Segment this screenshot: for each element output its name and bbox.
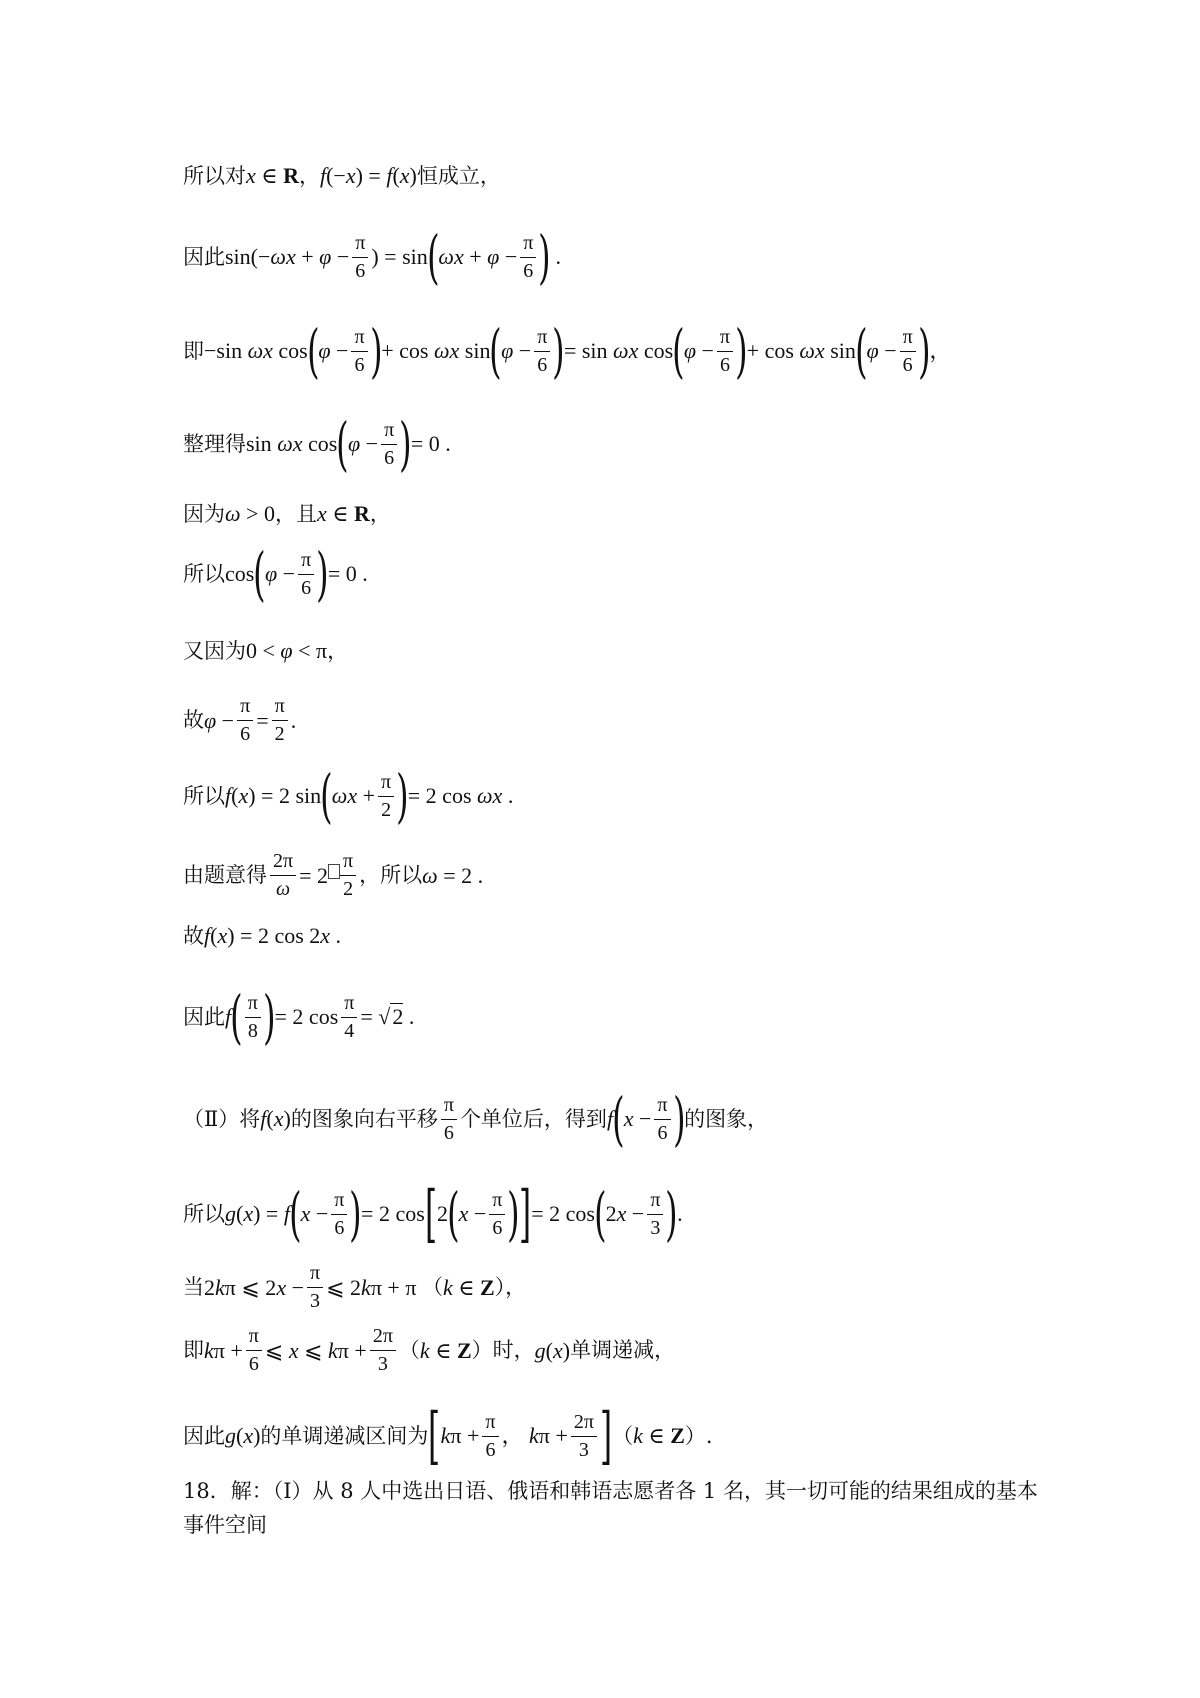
math: x − <box>623 1106 652 1132</box>
text: 由题意得 <box>183 863 267 888</box>
math: φ − <box>683 338 714 364</box>
bracket: ] <box>599 1399 613 1472</box>
math: x ∈ R <box>316 501 370 526</box>
fraction: $\frac{\pi}{6}$ <box>900 326 916 377</box>
fraction: $\frac{\pi}{6}$ <box>246 1325 262 1376</box>
text: ， <box>369 501 391 526</box>
fraction: $\frac{\pi}{6}$ <box>654 1094 670 1145</box>
math: g(x) = f <box>225 1201 290 1227</box>
math: φ − <box>204 707 235 733</box>
math: ωx + <box>331 783 376 809</box>
paren: ( <box>854 317 868 385</box>
fraction: $\frac{\pi}{6}$ <box>381 419 397 470</box>
math: k ∈ Z <box>442 1274 495 1300</box>
math: 2x − <box>605 1201 645 1227</box>
fraction: $\frac{\pi}{2}$ <box>272 695 288 746</box>
fraction: $\frac{2\pi}{\omega}$ <box>270 850 296 901</box>
text: 的图象， <box>684 1106 769 1131</box>
math: = √2 . <box>360 1004 415 1030</box>
bracket: ] <box>519 1177 532 1250</box>
paren: ) <box>538 223 551 291</box>
missing-glyph-box <box>328 864 340 879</box>
paren: ) <box>396 762 409 830</box>
paren: ( <box>306 317 320 385</box>
math: = sin ωx cos <box>563 338 674 364</box>
math: ) = sin <box>371 244 428 270</box>
math: ω > 0 <box>225 501 275 526</box>
paren: ( <box>447 1180 460 1248</box>
math: ⩽ 2kπ + π <box>326 1274 422 1300</box>
line-12 <box>183 983 1080 1051</box>
math: f <box>606 1106 614 1132</box>
fraction: $\frac{2\pi}{3}$ <box>571 1411 597 1462</box>
math: = 2 cos <box>361 1201 425 1227</box>
paren: ) <box>349 1180 362 1248</box>
line-13 <box>183 1085 1080 1153</box>
paren: ) <box>552 317 565 385</box>
math: g(x) <box>225 1423 261 1449</box>
math: φ − <box>318 338 349 364</box>
math: = 2 <box>299 862 342 890</box>
text: ， <box>327 638 349 663</box>
paren: ( <box>253 540 266 608</box>
math: φ − <box>866 338 897 364</box>
fraction: $\frac{\pi}{3}$ <box>647 1189 663 1240</box>
text: ，且 <box>274 501 317 526</box>
math: + cos ωx sin <box>381 338 491 364</box>
paren: ) <box>672 1085 686 1153</box>
fraction: $\frac{\pi}{2}$ <box>378 771 394 822</box>
fraction: $\frac{\pi}{6}$ <box>717 326 733 377</box>
math: ω = 2 . <box>422 862 484 888</box>
math: f(x) = 2 cos 2x . <box>204 923 342 948</box>
line-17 <box>183 1399 1080 1472</box>
text: ）. <box>684 1423 713 1448</box>
math: g(x) <box>534 1337 571 1363</box>
paren: ) <box>369 317 383 385</box>
text: 因此 <box>183 244 225 269</box>
fraction: $\frac{\pi}{3}$ <box>307 1262 323 1313</box>
math: ⩽ x ⩽ kπ + <box>264 1337 367 1363</box>
math: . <box>677 1201 683 1227</box>
text: 当 <box>183 1275 204 1300</box>
math: f(−x) = f(x) <box>319 163 417 188</box>
text: 因此 <box>183 1004 225 1029</box>
paren: ) <box>917 317 931 385</box>
line-16 <box>183 1325 1080 1376</box>
line-11 <box>183 922 1080 950</box>
fraction: $\frac{\pi}{6}$ <box>489 1189 505 1240</box>
fraction: $\frac{\pi}{6}$ <box>482 1411 498 1462</box>
paren: ) <box>665 1180 678 1248</box>
text: ）， <box>494 1275 527 1300</box>
text: 所以对 <box>183 163 246 188</box>
fraction: $\frac{\pi}{2}$ <box>340 850 356 901</box>
text: ）时， <box>471 1338 535 1363</box>
math: φ − <box>501 338 532 364</box>
math: k ∈ Z <box>633 1423 685 1449</box>
math: f(x) = 2 sin <box>225 783 322 809</box>
text: （ <box>421 1275 443 1300</box>
bracket: [ <box>428 1399 441 1472</box>
line-4 <box>183 410 1080 478</box>
text: 即 <box>183 1338 204 1363</box>
fraction: $\frac{\pi}{6}$ <box>441 1094 457 1145</box>
paren: ( <box>230 983 243 1051</box>
bracket: [ <box>424 1177 437 1250</box>
math: = 2 cos ωx . <box>407 783 514 809</box>
text: （Ⅱ）将 <box>183 1106 261 1131</box>
math: . <box>550 244 561 270</box>
fraction: $\frac{\pi}{6}$ <box>534 326 550 377</box>
paren: ) <box>316 540 329 608</box>
text: （ <box>612 1423 634 1448</box>
math: = 2 cos <box>274 1004 339 1030</box>
text: 即 <box>183 338 204 363</box>
math: ， <box>929 338 952 364</box>
fraction: $\frac{\pi}{6}$ <box>298 549 314 600</box>
paren: ) <box>399 410 412 478</box>
text: 故 <box>183 708 204 733</box>
text: 恒成立， <box>416 163 501 188</box>
math: sin(−ωx + φ − <box>225 244 350 270</box>
text: 所以 <box>183 561 225 586</box>
math: kπ + <box>440 1423 480 1449</box>
math: . <box>290 707 297 733</box>
math: kπ + <box>204 1337 243 1363</box>
text: ， <box>298 163 320 188</box>
math: f(x) <box>260 1106 291 1132</box>
text: 18．解：（Ⅰ）从 8 人中选出日语、俄语和韩语志愿者各 1 名，其一切可能的结果组成的基本事件空间 <box>183 1479 1038 1537</box>
paren: ( <box>489 317 502 385</box>
paren: ) <box>735 317 748 385</box>
math: ， kπ + <box>501 1423 568 1449</box>
math: 2 <box>436 1201 448 1227</box>
fraction: $\frac{\pi}{6}$ <box>331 1189 347 1240</box>
math: φ − <box>264 561 296 587</box>
paren: ( <box>672 317 685 385</box>
text: 所以 <box>183 1201 225 1226</box>
text: 个单位后，得到 <box>459 1106 607 1131</box>
math: cos <box>225 561 255 587</box>
line-7 <box>183 637 1080 665</box>
fraction: $\frac{\pi}{4}$ <box>341 992 357 1043</box>
fraction: $\frac{\pi}{6}$ <box>352 232 368 283</box>
math: f <box>225 1004 232 1030</box>
line-10 <box>183 850 1080 901</box>
text: 因此 <box>183 1423 225 1448</box>
math: x ∈ R <box>246 163 299 188</box>
math: + cos ωx sin <box>746 338 856 364</box>
math: x − <box>458 1201 487 1227</box>
fraction: $\frac{\pi}{6}$ <box>237 695 253 746</box>
text: 故 <box>183 923 204 948</box>
text: 单调递减， <box>570 1338 676 1363</box>
math: x − <box>300 1201 329 1227</box>
paren: ( <box>612 1085 625 1153</box>
math: 0 < φ < π <box>246 638 328 663</box>
line-1 <box>183 162 1080 190</box>
math: −sin ωx cos <box>204 338 308 364</box>
line-5 <box>183 500 1080 528</box>
paren: ( <box>426 223 440 291</box>
math: sin ωx cos <box>246 431 338 457</box>
paren: ( <box>289 1180 302 1248</box>
fraction: $\frac{\pi}{6}$ <box>351 326 367 377</box>
text: 的单调递减区间为 <box>260 1423 429 1448</box>
text: 整理得 <box>183 431 246 456</box>
paren: ) <box>262 983 276 1051</box>
math: = <box>256 707 269 733</box>
text: （ <box>398 1338 420 1363</box>
math: k ∈ Z <box>419 1337 472 1363</box>
math: ωx + φ − <box>438 244 518 270</box>
paren: ) <box>507 1180 520 1248</box>
line-6 <box>183 540 1080 608</box>
fraction: $\frac{\pi}{6}$ <box>520 232 536 283</box>
math: φ − <box>347 431 379 457</box>
paren: ( <box>320 762 333 830</box>
line-14 <box>183 1177 1080 1250</box>
text: ，所以 <box>359 863 423 888</box>
math: = 0 . <box>327 561 368 587</box>
paren: ( <box>594 1180 607 1248</box>
math: = 2 cos <box>531 1201 595 1227</box>
paren: ( <box>336 410 349 478</box>
line-15 <box>183 1262 1080 1313</box>
line-3 <box>183 317 1080 385</box>
text: 所以 <box>183 783 225 808</box>
math: 2kπ ⩽ 2x − <box>204 1274 304 1300</box>
math: = 0 . <box>410 431 451 457</box>
text: 又因为 <box>183 638 246 663</box>
text: 因为 <box>183 501 225 526</box>
fraction: $\frac{\pi}{8}$ <box>245 992 261 1043</box>
text: 的图象向右平移 <box>290 1106 438 1131</box>
line-2 <box>183 223 1080 291</box>
fraction: $\frac{2\pi}{3}$ <box>370 1325 396 1376</box>
line-8 <box>183 695 1080 746</box>
line-9 <box>183 762 1080 830</box>
line-18 <box>183 1474 1043 1542</box>
